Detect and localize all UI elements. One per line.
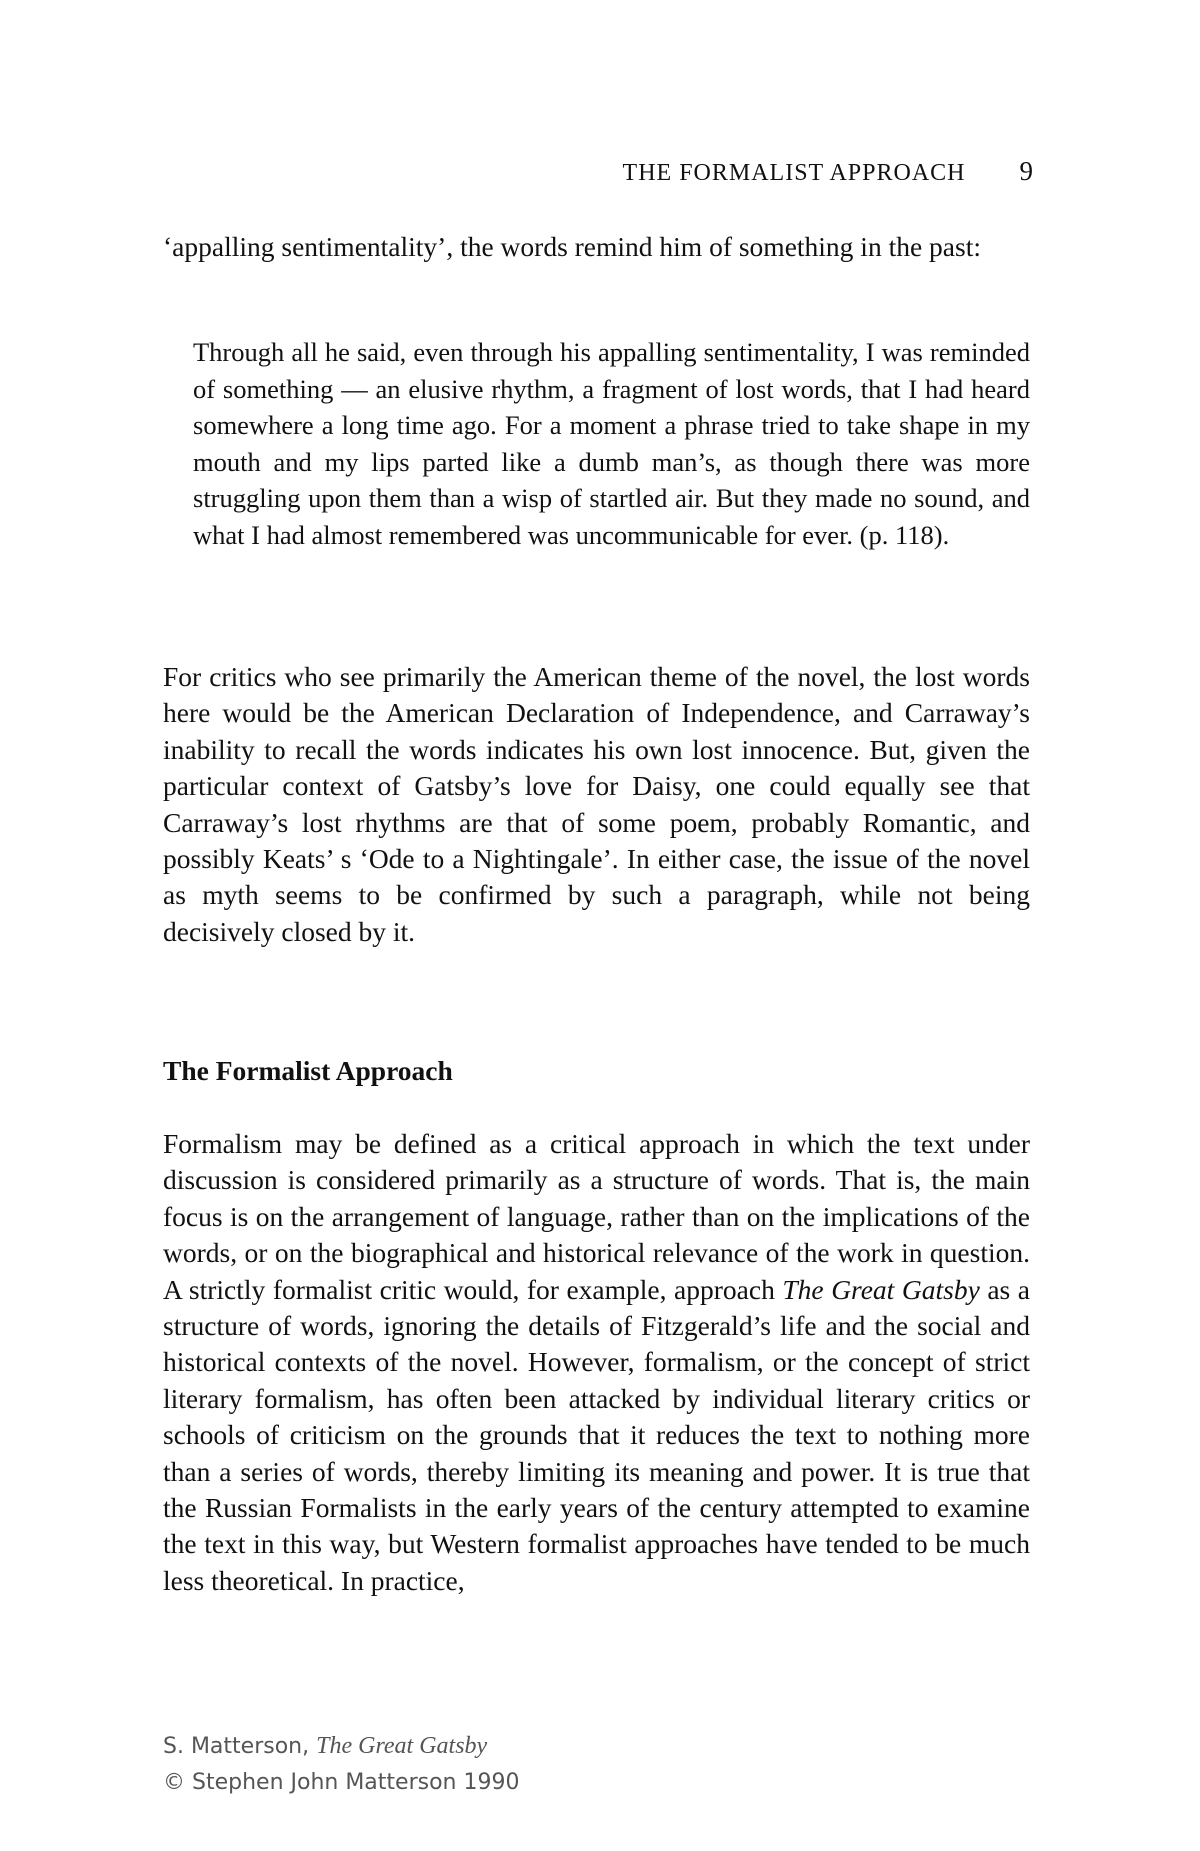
footer-citation — [163, 1728, 519, 1765]
running-title: THE FORMALIST APPROACH — [622, 160, 966, 186]
footer-author: S. Matterson, — [163, 1734, 317, 1759]
continuation-text: ‘appalling sentimentality’, the words remind him of something in the past: — [163, 231, 981, 262]
paragraph-text — [163, 1126, 1030, 1599]
paragraph-american-theme — [163, 659, 1030, 950]
footer-book-title: The Great Gatsby — [316, 1733, 488, 1759]
book-title-italic: The Great Gatsby — [782, 1273, 980, 1305]
running-head — [623, 156, 1033, 187]
continuation-paragraph — [163, 229, 1030, 265]
block-quote — [193, 334, 1030, 554]
paragraph-text: For critics who see primarily the American theme of the novel, the lost words here would be the American Declaration of Independence, and Carraway’s inability to recall the words indicates his own lost innocence. But, given the particular context of Gatsby’s love for Daisy, one could equally see that Carraway’s lost rhythms are that of some poem, probably Romantic, and possibly Keats’ s ‘Ode to a Nightingale’. In either case, the issue of the novel as myth seems to be confirmed by such a paragraph, while not being decisively closed by it. — [163, 661, 1030, 947]
footer-copyright: © Stephen John Matterson 1990 — [163, 1770, 520, 1795]
paragraph-formalism — [163, 1126, 1030, 1599]
paragraph-text-part1: Formalism may be defined as a critical approach in which the text under discussion is considered primarily as a structure of words. That is, the main focus is on the arrangement of language, rather than on the implications of the words, or on the biographical and historical relevance of the work in question. A strictly formalist critic would, for example, approach — [163, 1128, 1030, 1305]
section-heading: The Formalist Approach — [163, 1055, 453, 1086]
page-number: 9 — [1019, 156, 1033, 186]
paragraph-text-part2: as a structure of words, ignoring the details of Fitzgerald’s life and the social and historical contexts of the novel. However, formalism, or the concept of strict literary formalism, has often been attacked by individual literary critics or schools of criticism on the grounds that it reduces the text to nothing more than a series of words, thereby limiting its meaning and power. It is true that the Russian Formalists in the early years of the century attempted to examine the text in this way, but Western formalist approaches have tended to be much less theoretical. In practice, — [163, 1273, 1031, 1596]
quote-text: Through all he said, even through his appalling sentimentality, I was reminded of something — an elusive rhythm, a fragment of lost words, that I had heard somewhere a long time ago. For a moment a phrase tried to take shape in my mouth and my lips parted like a dumb man’s, as though there was more struggling upon them than a wisp of startled air. But they made no sound, and what I had almost remembered was uncommunicable for ever. (p. 118). — [193, 337, 1030, 550]
page-footer — [163, 1728, 519, 1801]
